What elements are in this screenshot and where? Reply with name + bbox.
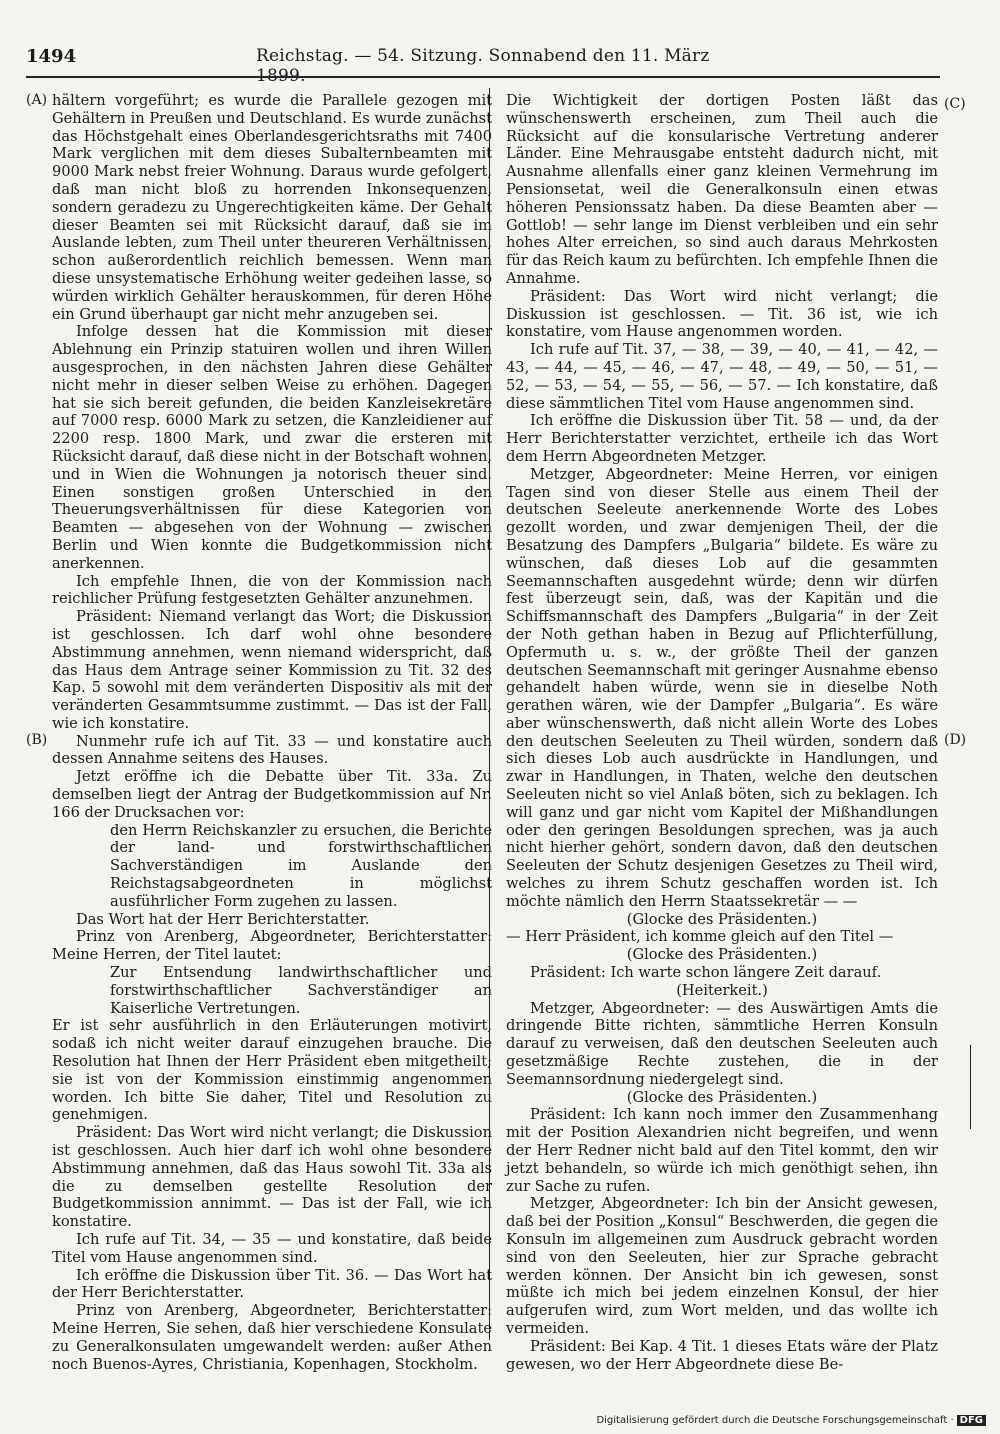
paragraph: — Herr Präsident, ich komme gleich auf den Titel — (506, 928, 894, 946)
page-number: 1494 (26, 46, 77, 67)
speaker-paragraph: Metzger, Abgeordneter: — des Auswärtigen Amts die dringende Bitte richten, sämmtliche Herren Konsuln darauf zu verweisen, daß den deutschen Seeleuten auch gesetzmäßige Rechte zustehen, die in der Seemannsordnung niedergelegt sind. (506, 999, 938, 1088)
paragraph: Die Wichtigkeit der dortigen Posten läßt das wünschenswerth erscheinen, zum Theil auch die Rücksicht auf die konsularische Vertretung anderer Länder. Eine Mehrausgabe entsteht dadurch nicht, mit Ausnahme allenfalls einer ganz kleinen Vermehrung im Pensionsetat, weil die Generalkonsuln einen etwas höheren Pensionssatz haben. Da diese Beamten aber — Gottlob! — sehr lange im Dienst verbleiben und ein sehr hohes Alter erreichen, so sind auch daraus Mehrkosten für das Reich kaum zu befürchten. Ich empfehle Ihnen die Annahme. (506, 92, 938, 287)
credit-text: Digitalisierung gefördert durch die Deutsche Forschungsgemeinschaft · (596, 1415, 954, 1426)
running-title: Reichstag. — 54. Sitzung. Sonnabend den 11. März 1899. (256, 46, 710, 86)
speaker-paragraph: Metzger, Abgeordneter: Ich bin der Ansicht gewesen, daß bei der Position „Konsul“ Beschwerden, die gegen die Konsuln im allgemeinen zum Ausdruck gebracht worden sind von den Seeleuten, hier zur Sprache gebracht werden können. Der Ansicht bin ich gewesen, sonst müßte ich mich bei jedem einzelnen Konsul, der hier aufgerufen wird, zum Wort melden, und das wollte ich vermeiden. (506, 1195, 938, 1337)
paragraph: Ich eröffne die Diskussion über Tit. 36. — Das Wort hat der Herr Berichterstatter. (52, 1266, 492, 1302)
right-column (506, 92, 938, 1373)
quoted-title: Zur Entsendung landwirthschaftlicher und forstwirthschaftlicher Sachverständiger an Kaiserliche Vertretungen. (110, 964, 492, 1017)
stage-direction: (Glocke des Präsidenten.) (626, 1088, 818, 1106)
stage-direction: (Heiterkeit.) (676, 981, 768, 999)
paragraph: Infolge dessen hat die Kommission mit dieser Ablehnung ein Prinzip statuiren wollen und ihren Willen ausgesprochen, in den nächsten Jahren diese Gehälter nicht mehr in dieser selben Weise zu erhöhen. Dagegen hat sie sich bereit gefunden, die beiden Kanzleisekretäre auf 7000 resp. 6000 Mark zu setzen, die Kanzleidiener auf 2200 resp. 1800 Mark, und zwar die ersteren mit Rücksicht darauf, daß diese nicht in der Botschaft wohnen, und in Wien die Wohnungen ja notorisch theuer sind. Einen sonstigen großen Unterschied in den Theuerungsverhältnissen für diese Kategorien von Beamten — abgesehen von der Wohnung — zwischen Berlin und Wien konnte die Budgetkommission nicht anerkennen. (52, 323, 492, 572)
digitization-credit (596, 1415, 986, 1426)
header-rule (26, 76, 940, 78)
stage-direction: (Glocke des Präsidenten.) (626, 910, 818, 928)
speaker-paragraph: Prinz von Arenberg, Abgeordneter, Berichterstatter: Meine Herren, der Titel lautet: (52, 928, 492, 964)
speaker-paragraph: Präsident: Das Wort wird nicht verlangt; die Diskussion ist geschlossen. — Tit. 36 ist, wie ich konstatire, vom Hause angenommen worden. (506, 287, 938, 341)
margin-pencil-mark (970, 1045, 971, 1129)
paragraph: Ich rufe auf Tit. 34, — 35 — und konstatire, daß beide Titel vom Hause angenommen sind. (52, 1231, 492, 1266)
speaker-paragraph: Präsident: Ich warte schon längere Zeit darauf. (530, 964, 882, 982)
paragraph: Ich eröffne die Diskussion über Tit. 58 — und, da der Herr Berichterstatter verzichtet, ertheile ich das Wort dem Herrn Abgeordneten Metzger. (506, 412, 938, 465)
margin-marker-a: (A) (26, 92, 48, 108)
speaker-paragraph: Metzger, Abgeordneter: Meine Herren, vor einigen Tagen sind von dieser Stelle aus einem Theil der deutschen Seeleute anerkennende Worte des Lobes gezollt worden, und zwar demjenigen Theil, der die Besatzung des Dampfers „Bulgaria“ bildete. Es wäre zu wünschen, daß dieses Lob auf die gesammten Seemannschaften ausgedehnt würde; denn wir dürfen fest überzeugt sein, daß, was der Kapitän und die Schiffsmannschaft des Dampfers „Bulgaria“ in der Zeit der Noth gethan haben in Bezug auf Pflichterfüllung, Opfermuth u. s. w., der größte Theil der ganzen deutschen Seemannschaft mit geringer Ausnahme ebenso gehandelt haben würde, wenn sie in dieselbe Noth gerathen wären, wie der Dampfer „Bulgaria“. Es wäre aber wünschenswerth, daß nicht allein Worte des Lobes den deutschen Seeleuten zu Theil würden, sondern daß sich dieses Lob auch ausdrückte in Handlungen, und zwar in Handlungen, in Thaten, welche den deutschen Seeleuten nicht so viel Anlaß böten, sich zu beklagen. Ich will ganz und gar nicht vom Kapitel der Mißhandlungen oder den geringen Besoldungen sprechen, was ja auch nicht hierher gehört, sondern davon, daß den deutschen Seeleuten der Schutz desjenigen Gesetzes zu Theil wird, welches zu ihrem Schutz geschaffen worden ist. Ich möchte nämlich den Herrn Staatssekretär — — (506, 465, 938, 910)
quoted-motion: den Herrn Reichskanzler zu ersuchen, die Berichte der land- und forstwirthschaftlichen Sachverständigen im Auslande den Reichstagsabgeordneten in möglichst ausführlicher Form zugehen zu lassen. (110, 821, 492, 910)
speaker-paragraph: Präsident: Niemand verlangt das Wort; die Diskussion ist geschlossen. Ich darf wohl ohne besondere Abstimmung annehmen, wenn niemand widerspricht, daß das Haus dem Antrage seiner Kommission zu Tit. 32 des Kap. 5 sowohl mit dem veränderten Dispositiv als mit der veränderten Gesammtsumme zustimmt. — Das ist der Fall, wie ich konstatire. (52, 608, 492, 732)
stage-direction: (Glocke des Präsidenten.) (626, 946, 818, 964)
speaker-paragraph: Präsident: Das Wort wird nicht verlangt; die Diskussion ist geschlossen. Auch hier darf ich wohl ohne besondere Abstimmung annehmen, daß das Haus sowohl Tit. 33a als die zu demselben gestellte Resolution der Budgetkommission annimmt. — Das ist der Fall, wie ich konstatire. (52, 1124, 492, 1231)
speaker-paragraph: Präsident: Bei Kap. 4 Tit. 1 dieses Etats wäre der Platz gewesen, wo der Herr Abgeordnete diese Be- (506, 1337, 938, 1373)
margin-marker-b: (B) (26, 732, 48, 748)
speaker-paragraph: Prinz von Arenberg, Abgeordneter, Berichterstatter: Meine Herren, Sie sehen, daß hier verschiedene Konsulate zu Generalkonsulaten umgewandelt werden: außer Athen noch Buenos-Ayres, Christiania, Kopenhagen, Stockholm. (52, 1302, 492, 1373)
paragraph: Jetzt eröffne ich die Debatte über Tit. 33a. Zu demselben liegt der Antrag der Budgetkommission auf Nr. 166 der Drucksachen vor: (52, 768, 492, 821)
margin-marker-c: (C) (944, 96, 966, 112)
speaker-paragraph: Präsident: Ich kann noch immer den Zusammenhang mit der Position Alexandrien nicht begreifen, und wenn der Herr Redner nicht bald auf den Titel kommt, den wir jetzt behandeln, so würde ich mich genöthigt sehen, ihn zur Sache zu rufen. (506, 1106, 938, 1195)
dfg-logo: DFG (957, 1415, 986, 1426)
paragraph: hältern vorgeführt; es wurde die Parallele gezogen mit Gehältern in Preußen und Deutschland. Es wurde zunächst das Höchstgehalt eines Oberlandesgerichtsraths mit 7400 Mark verglichen mit dem dieses Subalternbeamten mit 9000 Mark nebst freier Wohnung. Daraus wurde gefolgert, daß man nicht bloß zu horrenden Inkonsequenzen, sondern geradezu zu Ungerechtigkeiten käme. Der Gehalt dieser Beamten sei mit Rücksicht darauf, daß sie im Auslande lebten, zum Theil unter theureren Verhältnissen, schon außerordentlich reichlich bemessen. Wenn man diese unsystematische Erhöhung weiter gedeihen lasse, so würden wirklich Gehälter herauskommen, für deren Höhe ein Grund überhaupt gar nicht mehr anzugeben sei. (52, 92, 492, 323)
paragraph: Nunmehr rufe ich auf Tit. 33 — und konstatire auch dessen Annahme seitens des Hauses. (52, 732, 492, 768)
page-header (26, 46, 726, 86)
left-column (52, 92, 492, 1373)
paragraph: Ich rufe auf Tit. 37, — 38, — 39, — 40, — 41, — 42, — 43, — 44, — 45, — 46, — 47, — 48, — 49, — 50, — 51, — 52, — 53, — 54, — 55, — 56, — 57. — Ich konstatire, daß diese sämmtlichen Titel vom Hause angenommen sind. (506, 341, 938, 412)
margin-marker-d: (D) (944, 732, 967, 748)
paragraph: Das Wort hat der Herr Berichterstatter. (76, 910, 370, 928)
paragraph: Ich empfehle Ihnen, die von der Kommission nach reichlicher Prüfung festgesetzten Gehälter anzunehmen. (52, 572, 492, 608)
paragraph: Er ist sehr ausführlich in den Erläuterungen motivirt, sodaß ich nicht weiter darauf einzugehen brauche. Die Resolution hat Ihnen der Herr Präsident eben mitgetheilt; sie ist von der Kommission einstimmig angenommen worden. Ich bitte Sie daher, Titel und Resolution zu genehmigen. (52, 1017, 492, 1124)
